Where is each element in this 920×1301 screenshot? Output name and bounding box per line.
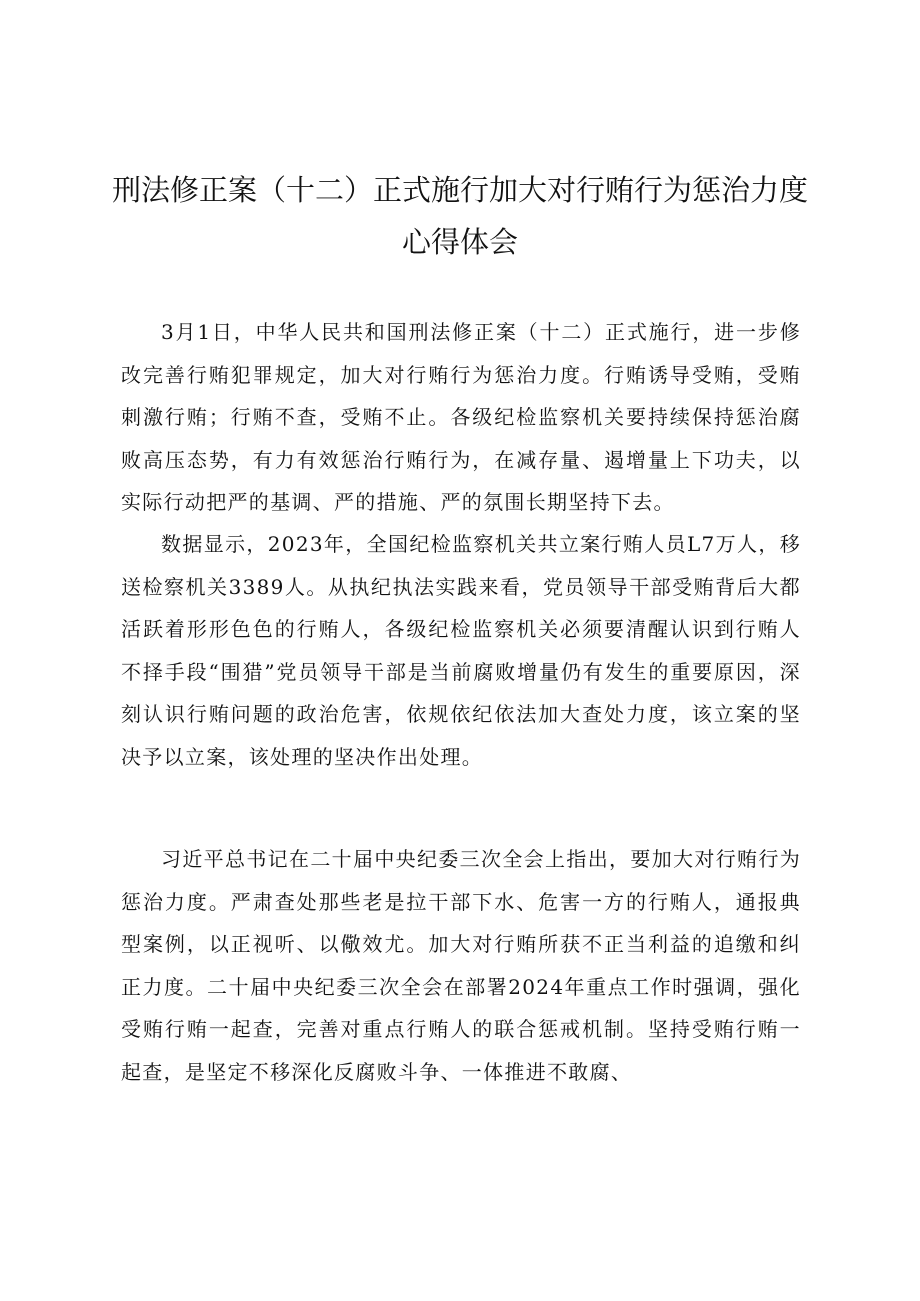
document-title-line-1: 刑法修正案（十二）正式施行加大对行贿行为惩治力度 (111, 173, 808, 207)
paragraph-3: 习近平总书记在二十届中央纪委三次全会上指出，要加大对行贿行为惩治力度。严肃查处那些老是拉干部下水、危害一方的行贿人，通报典型案例，以正视听、以儆效尤。加大对行贿所获不正当利益的追缴和纠正力度。二十届中央纪委三次全会在部署2024年重点工作时强调，强化受贿行贿一起查，完善对重点行贿人的联合惩戒机制。坚持受贿行贿一起查，是坚定不移深化反腐败斗争、一体推进不敢腐、 (121, 847, 801, 1084)
document-title-line-2: 心得体会 (401, 225, 518, 259)
paragraph-1: 3月1日，中华人民共和国刑法修正案（十二）正式施行，进一步修改完善行贿犯罪规定，加大对行贿行为惩治力度。行贿诱导受贿，受贿刺激行贿；行贿不查，受贿不止。各级纪检监察机关要持续保持惩治腐败高压态势，有力有效惩治行贿行为，在减存量、遏增量上下功夫，以实际行动把严的基调、严的措施、严的氛围长期坚持下去。 (121, 320, 801, 514)
paragraph-2: 数据显示，2023年，全国纪检监察机关共立案行贿人员L7万人，移送检察机关3389人。从执纪执法实践来看，党员领导干部受贿背后大都活跃着形形色色的行贿人，各级纪检监察机关必须要清醒认识到行贿人不择手段“围猎”党员领导干部是当前腐败增量仍有发生的重要原因，深刻认识行贿问题的政治危害，依规依纪依法加大查处力度，该立案的坚决予以立案，该处理的坚决作出处理。 (121, 532, 801, 769)
